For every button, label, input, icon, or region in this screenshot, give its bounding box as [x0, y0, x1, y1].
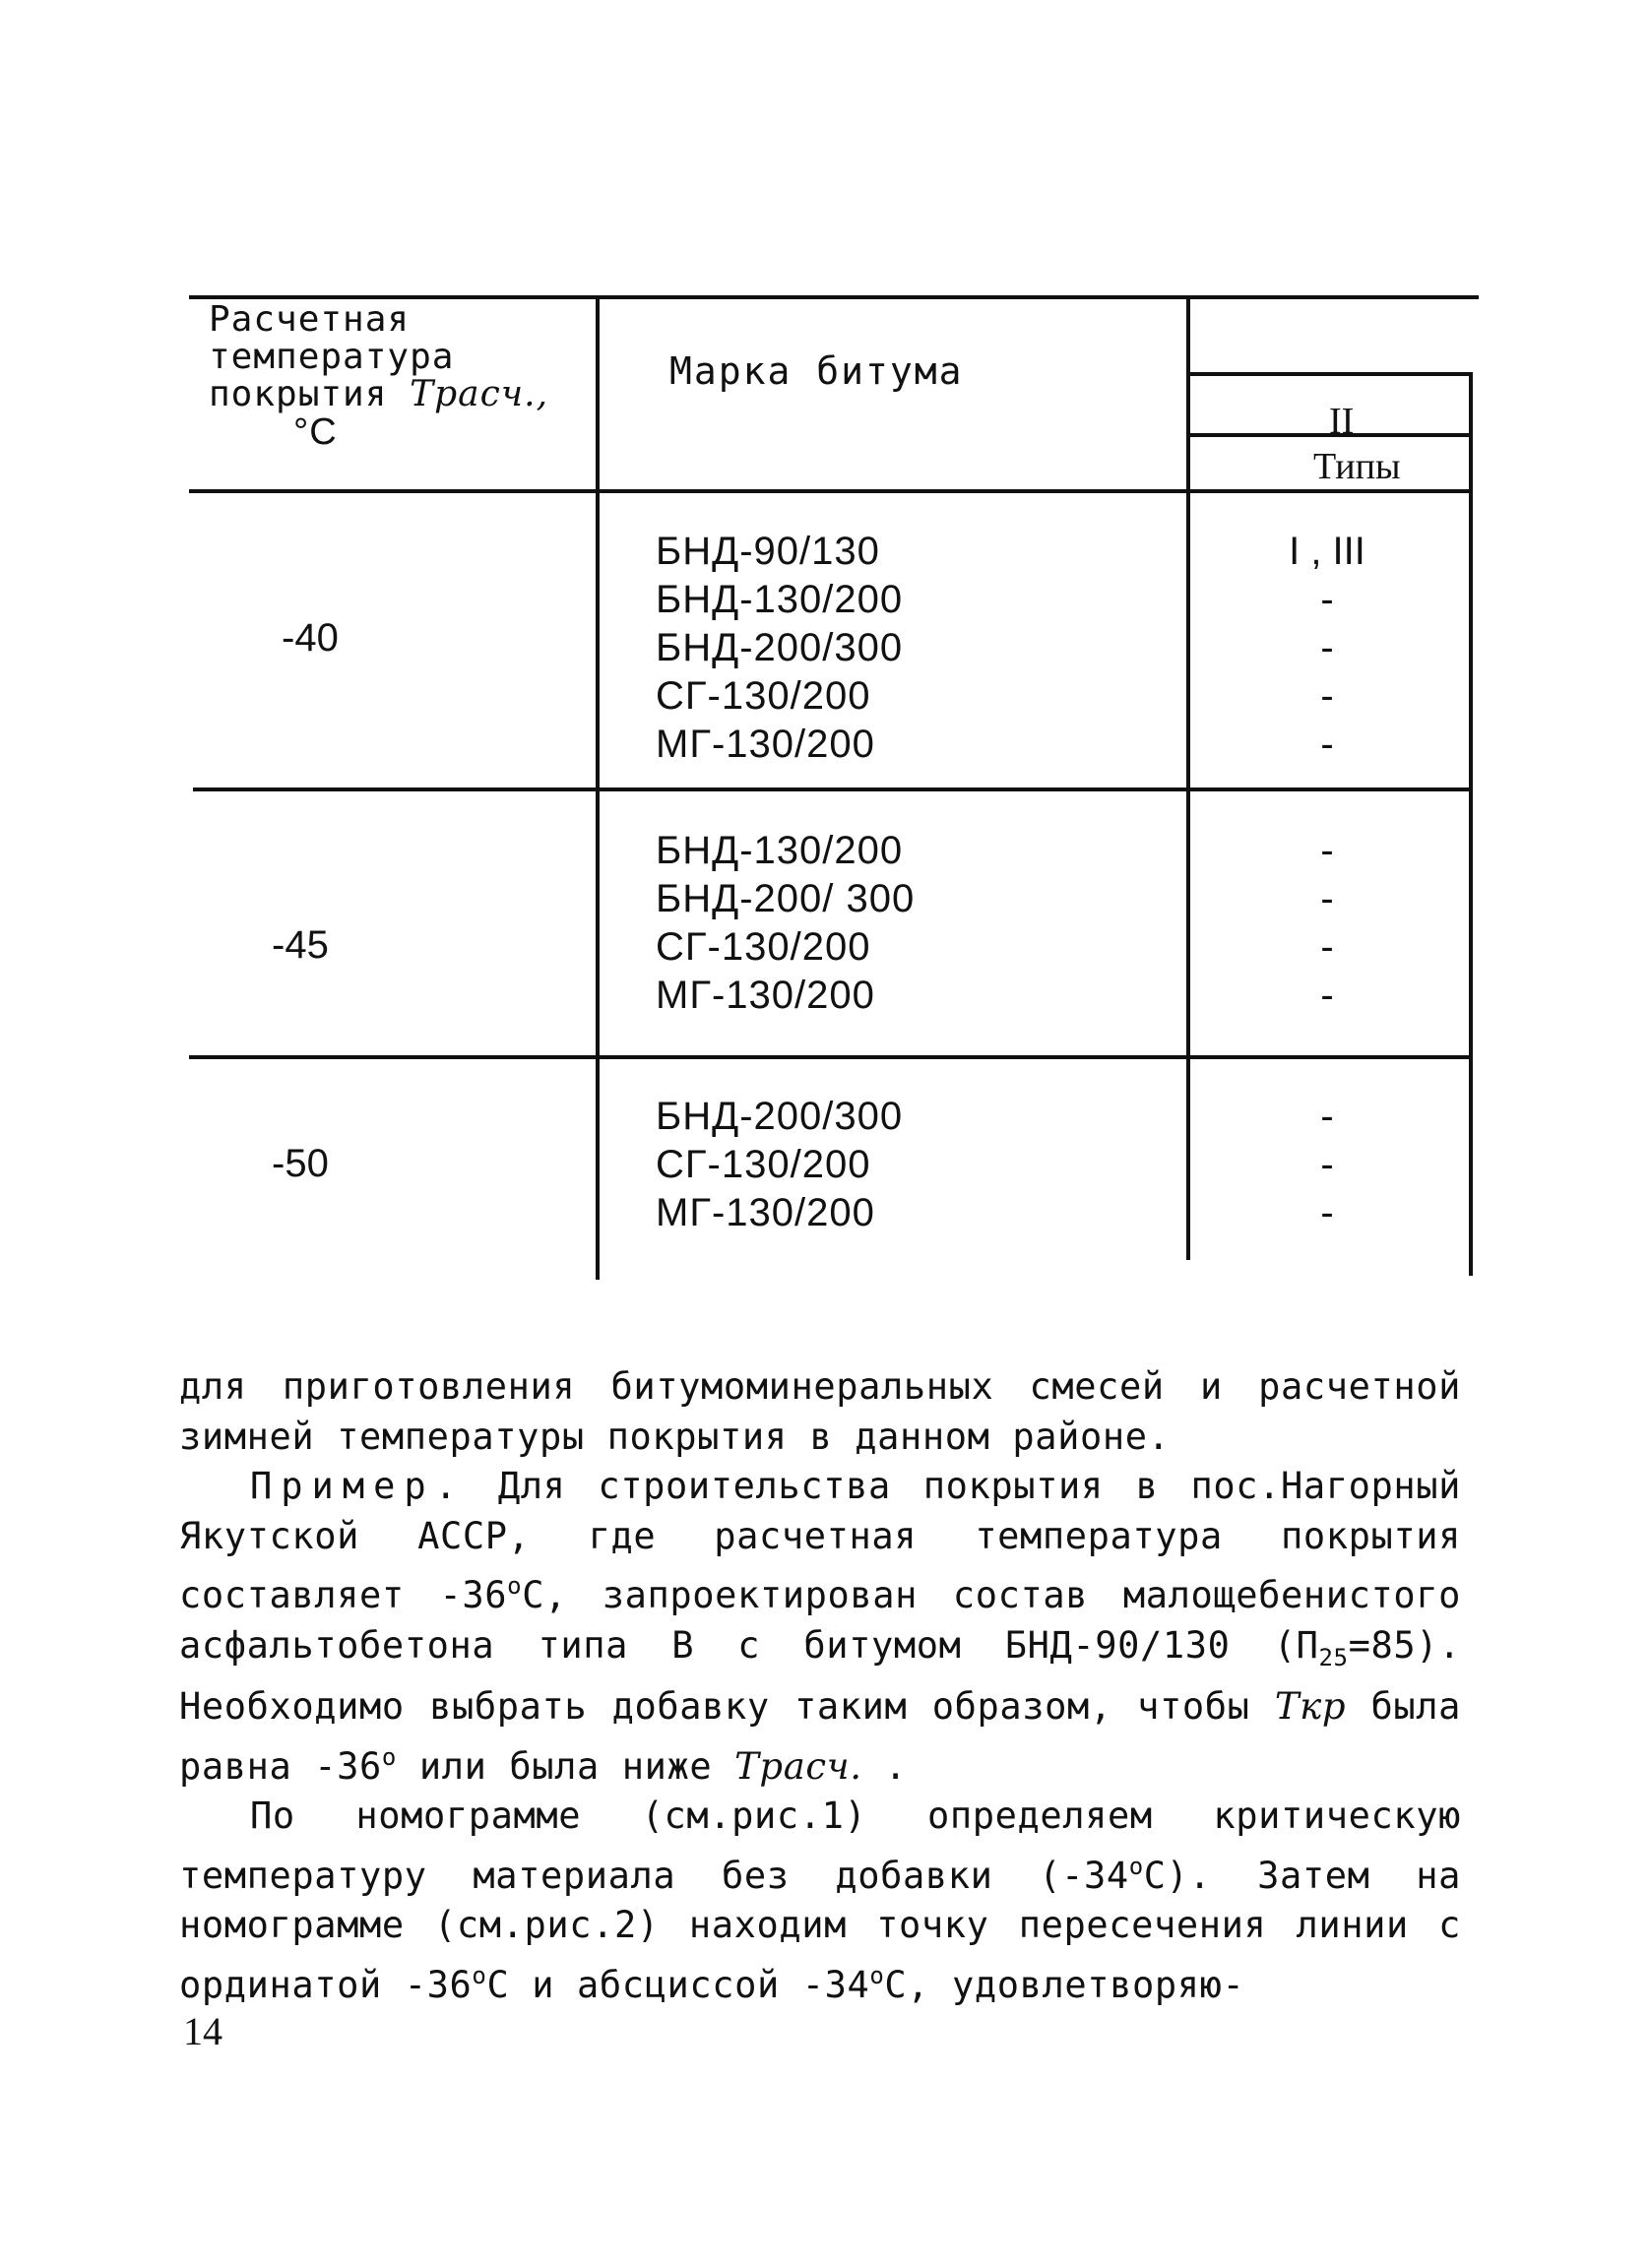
- table-header-rule-1: [1186, 372, 1473, 376]
- table-right-border: [1469, 372, 1473, 1276]
- brand-item: СГ-130/200: [656, 674, 871, 718]
- paragraph-2: Пример. Для строительства покрытия в пос.Нагорный Якутской АССР, где расчетная температура покрытия составляет -36$^o$С, запроектирован состав малощебенистого асфальтобетона типа В с битумом БНД-90/130 $(П_{25}=85)$. Необходимо выбрать добавку таким образом, чтобы Tкр была равна -36$^o$ или была ниже Tрасч. .: [179, 1465, 1461, 1788]
- body-text: [179, 1362, 1461, 2010]
- type-item: -: [1320, 626, 1334, 669]
- table-group-rule-2: [189, 1055, 1469, 1059]
- temperature-cell: -45: [272, 923, 329, 967]
- brand-item: БНД-130/200: [656, 578, 904, 621]
- example-label: Пример.: [250, 1465, 466, 1507]
- table-header-bottom-rule: [189, 489, 1473, 493]
- paragraph-1: для приготовления битумоминеральных смесей и расчетной зимней температуры покрытия в данном районе.: [179, 1365, 1461, 1458]
- temperature-cell: -50: [272, 1142, 329, 1185]
- type-list: [1248, 827, 1406, 1020]
- type-item: -: [1320, 974, 1334, 1017]
- type-list: [1248, 1093, 1406, 1237]
- type-item: I , III: [1289, 530, 1365, 573]
- type-item: -: [1320, 1191, 1334, 1234]
- header-temp-line2: температура: [209, 337, 455, 377]
- type-item: -: [1320, 578, 1334, 621]
- symbol-trasch: Tрасч.: [734, 1744, 862, 1788]
- brand-item: БНД-130/200: [656, 829, 904, 872]
- brand-list: [656, 827, 915, 1020]
- header-brand: Марка битума: [669, 349, 964, 393]
- page-number: 14: [183, 2009, 222, 2053]
- table-divider-2: [1186, 297, 1190, 1260]
- brand-list: [656, 1093, 903, 1237]
- brand-item: БНД-90/130: [656, 530, 880, 573]
- type-item: -: [1320, 1095, 1334, 1138]
- header-temp-line3: покрытия Tрасч.,: [209, 374, 549, 414]
- symbol-tkr: Tкр: [1274, 1685, 1347, 1728]
- table-group-rule-1: [193, 788, 1469, 791]
- brand-item: БНД-200/300: [656, 1095, 904, 1138]
- paragraph-3: По номограмме (см.рис.1) определяем критическую температуру материала без добавки (-34$^o$С). Затем на номограмме (см.рис.2) находим точку пересечения линии с ординатой -36$^o$С и абсциссой -34$^o$С, удовлетворяю-: [179, 1795, 1461, 2006]
- type-list: [1248, 528, 1406, 769]
- header-temperature: [209, 301, 583, 451]
- brand-item: МГ-130/200: [656, 1191, 875, 1234]
- type-item: -: [1320, 829, 1334, 872]
- brand-item: БНД-200/ 300: [656, 877, 916, 920]
- type-item: -: [1320, 1143, 1334, 1186]
- brand-item: СГ-130/200: [656, 925, 871, 969]
- type-item: -: [1320, 877, 1334, 920]
- header-temp-line1: Расчетная: [209, 299, 411, 340]
- header-types: Типы: [1313, 446, 1401, 487]
- brand-item: БНД-200/300: [656, 626, 904, 669]
- header-temp-symbol: Tрасч.,: [410, 374, 549, 414]
- brand-item: МГ-130/200: [656, 974, 875, 1017]
- temperature-cell: -40: [282, 616, 339, 660]
- header-temp-unit: °С: [293, 411, 338, 453]
- type-item: -: [1320, 925, 1334, 969]
- brand-item: СГ-130/200: [656, 1143, 871, 1186]
- brand-item: МГ-130/200: [656, 723, 875, 766]
- brand-list: [656, 528, 903, 769]
- type-item: -: [1320, 674, 1334, 718]
- header-type-ii: II: [1329, 401, 1355, 442]
- type-item: -: [1320, 723, 1334, 766]
